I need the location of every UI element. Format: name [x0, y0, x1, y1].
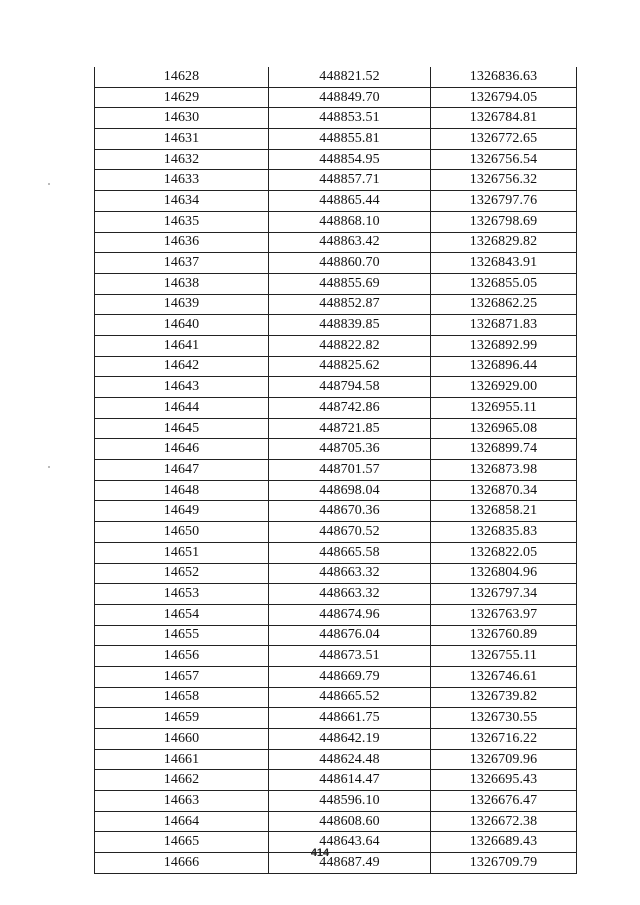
point-id-cell: 14629: [95, 87, 269, 108]
table-row: [95, 129, 577, 150]
y-coordinate-cell: 1326784.81: [431, 108, 577, 129]
x-coordinate-cell: 448839.85: [269, 315, 431, 336]
point-id-cell: 14638: [95, 273, 269, 294]
point-id-cell: 14643: [95, 377, 269, 398]
y-coordinate-cell: 1326871.83: [431, 315, 577, 336]
table-row: [95, 770, 577, 791]
table-row: [95, 294, 577, 315]
x-coordinate-cell: 448642.19: [269, 729, 431, 750]
x-coordinate-cell: 448825.62: [269, 356, 431, 377]
y-coordinate-cell: 1326835.83: [431, 522, 577, 543]
y-coordinate-cell: 1326798.69: [431, 211, 577, 232]
point-id-cell: 14636: [95, 232, 269, 253]
table-row: [95, 687, 577, 708]
table-row: [95, 377, 577, 398]
y-coordinate-cell: 1326873.98: [431, 460, 577, 481]
point-id-cell: 14651: [95, 542, 269, 563]
table-row: [95, 439, 577, 460]
point-id-cell: 14649: [95, 501, 269, 522]
table-row: [95, 811, 577, 832]
y-coordinate-cell: 1326892.99: [431, 335, 577, 356]
y-coordinate-cell: 1326929.00: [431, 377, 577, 398]
y-coordinate-cell: 1326672.38: [431, 811, 577, 832]
point-id-cell: 14642: [95, 356, 269, 377]
coordinates-table: [94, 67, 577, 874]
table-row: [95, 232, 577, 253]
y-coordinate-cell: 1326755.11: [431, 646, 577, 667]
point-id-cell: 14632: [95, 149, 269, 170]
y-coordinate-cell: 1326794.05: [431, 87, 577, 108]
table-row: [95, 356, 577, 377]
x-coordinate-cell: 448853.51: [269, 108, 431, 129]
point-id-cell: 14656: [95, 646, 269, 667]
table-row: [95, 604, 577, 625]
y-coordinate-cell: 1326676.47: [431, 791, 577, 812]
point-id-cell: 14660: [95, 729, 269, 750]
point-id-cell: 14658: [95, 687, 269, 708]
x-coordinate-cell: 448821.52: [269, 67, 431, 87]
x-coordinate-cell: 448673.51: [269, 646, 431, 667]
y-coordinate-cell: 1326855.05: [431, 273, 577, 294]
x-coordinate-cell: 448742.86: [269, 398, 431, 419]
x-coordinate-cell: 448857.71: [269, 170, 431, 191]
x-coordinate-cell: 448624.48: [269, 749, 431, 770]
point-id-cell: 14650: [95, 522, 269, 543]
y-coordinate-cell: 1326709.96: [431, 749, 577, 770]
y-coordinate-cell: 1326870.34: [431, 480, 577, 501]
x-coordinate-cell: 448705.36: [269, 439, 431, 460]
y-coordinate-cell: 1326797.76: [431, 191, 577, 212]
y-coordinate-cell: 1326772.65: [431, 129, 577, 150]
point-id-cell: 14663: [95, 791, 269, 812]
x-coordinate-cell: 448852.87: [269, 294, 431, 315]
table-row: [95, 666, 577, 687]
point-id-cell: 14659: [95, 708, 269, 729]
x-coordinate-cell: 448669.79: [269, 666, 431, 687]
point-id-cell: 14652: [95, 563, 269, 584]
y-coordinate-cell: 1326716.22: [431, 729, 577, 750]
point-id-cell: 14639: [95, 294, 269, 315]
table-row: [95, 729, 577, 750]
point-id-cell: 14631: [95, 129, 269, 150]
point-id-cell: 14637: [95, 253, 269, 274]
table-row: [95, 191, 577, 212]
table-row: [95, 87, 577, 108]
x-coordinate-cell: 448665.58: [269, 542, 431, 563]
point-id-cell: 14645: [95, 418, 269, 439]
x-coordinate-cell: 448698.04: [269, 480, 431, 501]
x-coordinate-cell: 448670.52: [269, 522, 431, 543]
x-coordinate-cell: 448663.32: [269, 563, 431, 584]
point-id-cell: 14662: [95, 770, 269, 791]
x-coordinate-cell: 448855.69: [269, 273, 431, 294]
y-coordinate-cell: 1326730.55: [431, 708, 577, 729]
table-row: [95, 108, 577, 129]
point-id-cell: 14664: [95, 811, 269, 832]
table-row: [95, 335, 577, 356]
table-row: [95, 273, 577, 294]
x-coordinate-cell: 448721.85: [269, 418, 431, 439]
point-id-cell: 14646: [95, 439, 269, 460]
table-row: [95, 708, 577, 729]
y-coordinate-cell: 1326746.61: [431, 666, 577, 687]
x-coordinate-cell: 448849.70: [269, 87, 431, 108]
scan-speck: [48, 466, 50, 468]
x-coordinate-cell: 448854.95: [269, 149, 431, 170]
x-coordinate-cell: 448676.04: [269, 625, 431, 646]
table-row: [95, 501, 577, 522]
x-coordinate-cell: 448794.58: [269, 377, 431, 398]
point-id-cell: 14644: [95, 398, 269, 419]
table-row: [95, 563, 577, 584]
point-id-cell: 14654: [95, 604, 269, 625]
y-coordinate-cell: 1326689.43: [431, 832, 577, 853]
table-row: [95, 625, 577, 646]
table-row: [95, 749, 577, 770]
table-row: [95, 646, 577, 667]
table-row: [95, 460, 577, 481]
point-id-cell: 14640: [95, 315, 269, 336]
point-id-cell: 14641: [95, 335, 269, 356]
y-coordinate-cell: 1326836.63: [431, 67, 577, 87]
point-id-cell: 14635: [95, 211, 269, 232]
x-coordinate-cell: 448860.70: [269, 253, 431, 274]
y-coordinate-cell: 1326955.11: [431, 398, 577, 419]
table-row: [95, 480, 577, 501]
x-coordinate-cell: 448863.42: [269, 232, 431, 253]
x-coordinate-cell: 448687.49: [269, 853, 431, 874]
coordinates-table-body: [95, 67, 577, 873]
y-coordinate-cell: 1326804.96: [431, 563, 577, 584]
x-coordinate-cell: 448663.32: [269, 584, 431, 605]
x-coordinate-cell: 448665.52: [269, 687, 431, 708]
y-coordinate-cell: 1326756.32: [431, 170, 577, 191]
scan-speck: [48, 183, 50, 185]
point-id-cell: 14647: [95, 460, 269, 481]
point-id-cell: 14628: [95, 67, 269, 87]
point-id-cell: 14657: [95, 666, 269, 687]
point-id-cell: 14665: [95, 832, 269, 853]
table-row: [95, 253, 577, 274]
table-row: [95, 418, 577, 439]
x-coordinate-cell: 448822.82: [269, 335, 431, 356]
x-coordinate-cell: 448614.47: [269, 770, 431, 791]
point-id-cell: 14661: [95, 749, 269, 770]
table-row: [95, 67, 577, 87]
x-coordinate-cell: 448855.81: [269, 129, 431, 150]
x-coordinate-cell: 448674.96: [269, 604, 431, 625]
x-coordinate-cell: 448643.64: [269, 832, 431, 853]
y-coordinate-cell: 1326858.21: [431, 501, 577, 522]
point-id-cell: 14666: [95, 853, 269, 874]
x-coordinate-cell: 448868.10: [269, 211, 431, 232]
table-row: [95, 542, 577, 563]
y-coordinate-cell: 1326896.44: [431, 356, 577, 377]
page-number: 414: [310, 847, 330, 859]
point-id-cell: 14648: [95, 480, 269, 501]
table-row: [95, 211, 577, 232]
x-coordinate-cell: 448865.44: [269, 191, 431, 212]
point-id-cell: 14634: [95, 191, 269, 212]
x-coordinate-cell: 448701.57: [269, 460, 431, 481]
y-coordinate-cell: 1326965.08: [431, 418, 577, 439]
x-coordinate-cell: 448596.10: [269, 791, 431, 812]
y-coordinate-cell: 1326695.43: [431, 770, 577, 791]
point-id-cell: 14633: [95, 170, 269, 191]
y-coordinate-cell: 1326739.82: [431, 687, 577, 708]
y-coordinate-cell: 1326763.97: [431, 604, 577, 625]
y-coordinate-cell: 1326862.25: [431, 294, 577, 315]
y-coordinate-cell: 1326760.89: [431, 625, 577, 646]
table-row: [95, 315, 577, 336]
x-coordinate-cell: 448670.36: [269, 501, 431, 522]
y-coordinate-cell: 1326709.79: [431, 853, 577, 874]
point-id-cell: 14655: [95, 625, 269, 646]
point-id-cell: 14630: [95, 108, 269, 129]
table-row: [95, 584, 577, 605]
table-row: [95, 398, 577, 419]
table-row: [95, 170, 577, 191]
table-row: [95, 791, 577, 812]
y-coordinate-cell: 1326899.74: [431, 439, 577, 460]
y-coordinate-cell: 1326829.82: [431, 232, 577, 253]
y-coordinate-cell: 1326822.05: [431, 542, 577, 563]
point-id-cell: 14653: [95, 584, 269, 605]
table-row: [95, 149, 577, 170]
y-coordinate-cell: 1326756.54: [431, 149, 577, 170]
y-coordinate-cell: 1326843.91: [431, 253, 577, 274]
x-coordinate-cell: 448608.60: [269, 811, 431, 832]
table-row: [95, 522, 577, 543]
y-coordinate-cell: 1326797.34: [431, 584, 577, 605]
x-coordinate-cell: 448661.75: [269, 708, 431, 729]
